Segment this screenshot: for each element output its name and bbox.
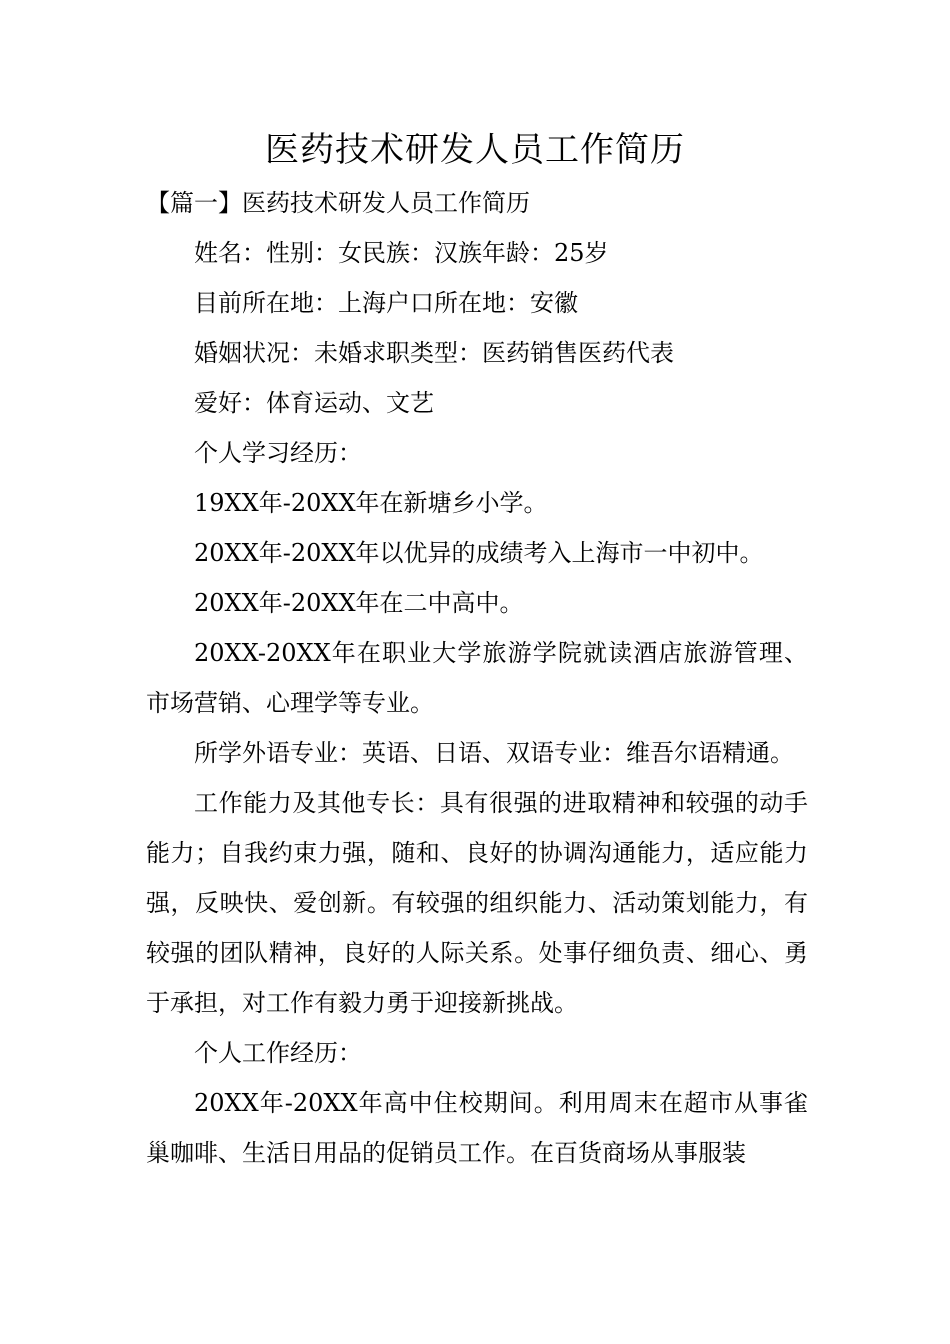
paragraph-abilities: 工作能力及其他专长：具有很强的进取精神和较强的动手能力；自我约束力强，随和、良好的协调沟通能力，适应能力强，反映快、爱创新。有较强的组织能力、活动策划能力，有较强的团队精神，良好的人际关系。处事仔细负责、细心、勇于承担，对工作有毅力勇于迎接新挑战。: [146, 789, 808, 1017]
paragraph-basic-info: 姓名：性别：女民族：汉族年龄：25岁: [194, 239, 609, 267]
paragraph-education-heading: 个人学习经历：: [194, 439, 362, 467]
paragraph-education-university: 20XX-20XX年在职业大学旅游学院就读酒店旅游管理、市场营销、心理学等专业。: [146, 639, 808, 717]
paragraph-languages: 所学外语专业：英语、日语、双语专业：维吾尔语精通。: [194, 739, 794, 767]
paragraph-hobbies: 爱好：体育运动、文艺: [194, 389, 434, 417]
document-body: [146, 178, 808, 1178]
paragraph-education-primary: 19XX年-20XX年在新塘乡小学。: [194, 489, 548, 517]
paragraph-education-senior: 20XX年-20XX年在二中高中。: [194, 589, 524, 617]
section-heading: 【篇一】医药技术研发人员工作简历: [146, 189, 530, 217]
paragraph-education-junior: 20XX年-20XX年以优异的成绩考入上海市一中初中。: [194, 539, 764, 567]
paragraph-work-heading: 个人工作经历：: [194, 1039, 362, 1067]
paragraph-marital-status: 婚姻状况：未婚求职类型：医药销售医药代表: [194, 339, 674, 367]
document-title: 医药技术研发人员工作简历: [265, 130, 685, 170]
paragraph-work-experience: 20XX年-20XX年高中住校期间。利用周末在超市从事雀巢咖啡、生活日用品的促销员工作。在百货商场从事服装: [146, 1089, 808, 1167]
paragraph-location: 目前所在地：上海户口所在地：安徽: [194, 289, 578, 317]
